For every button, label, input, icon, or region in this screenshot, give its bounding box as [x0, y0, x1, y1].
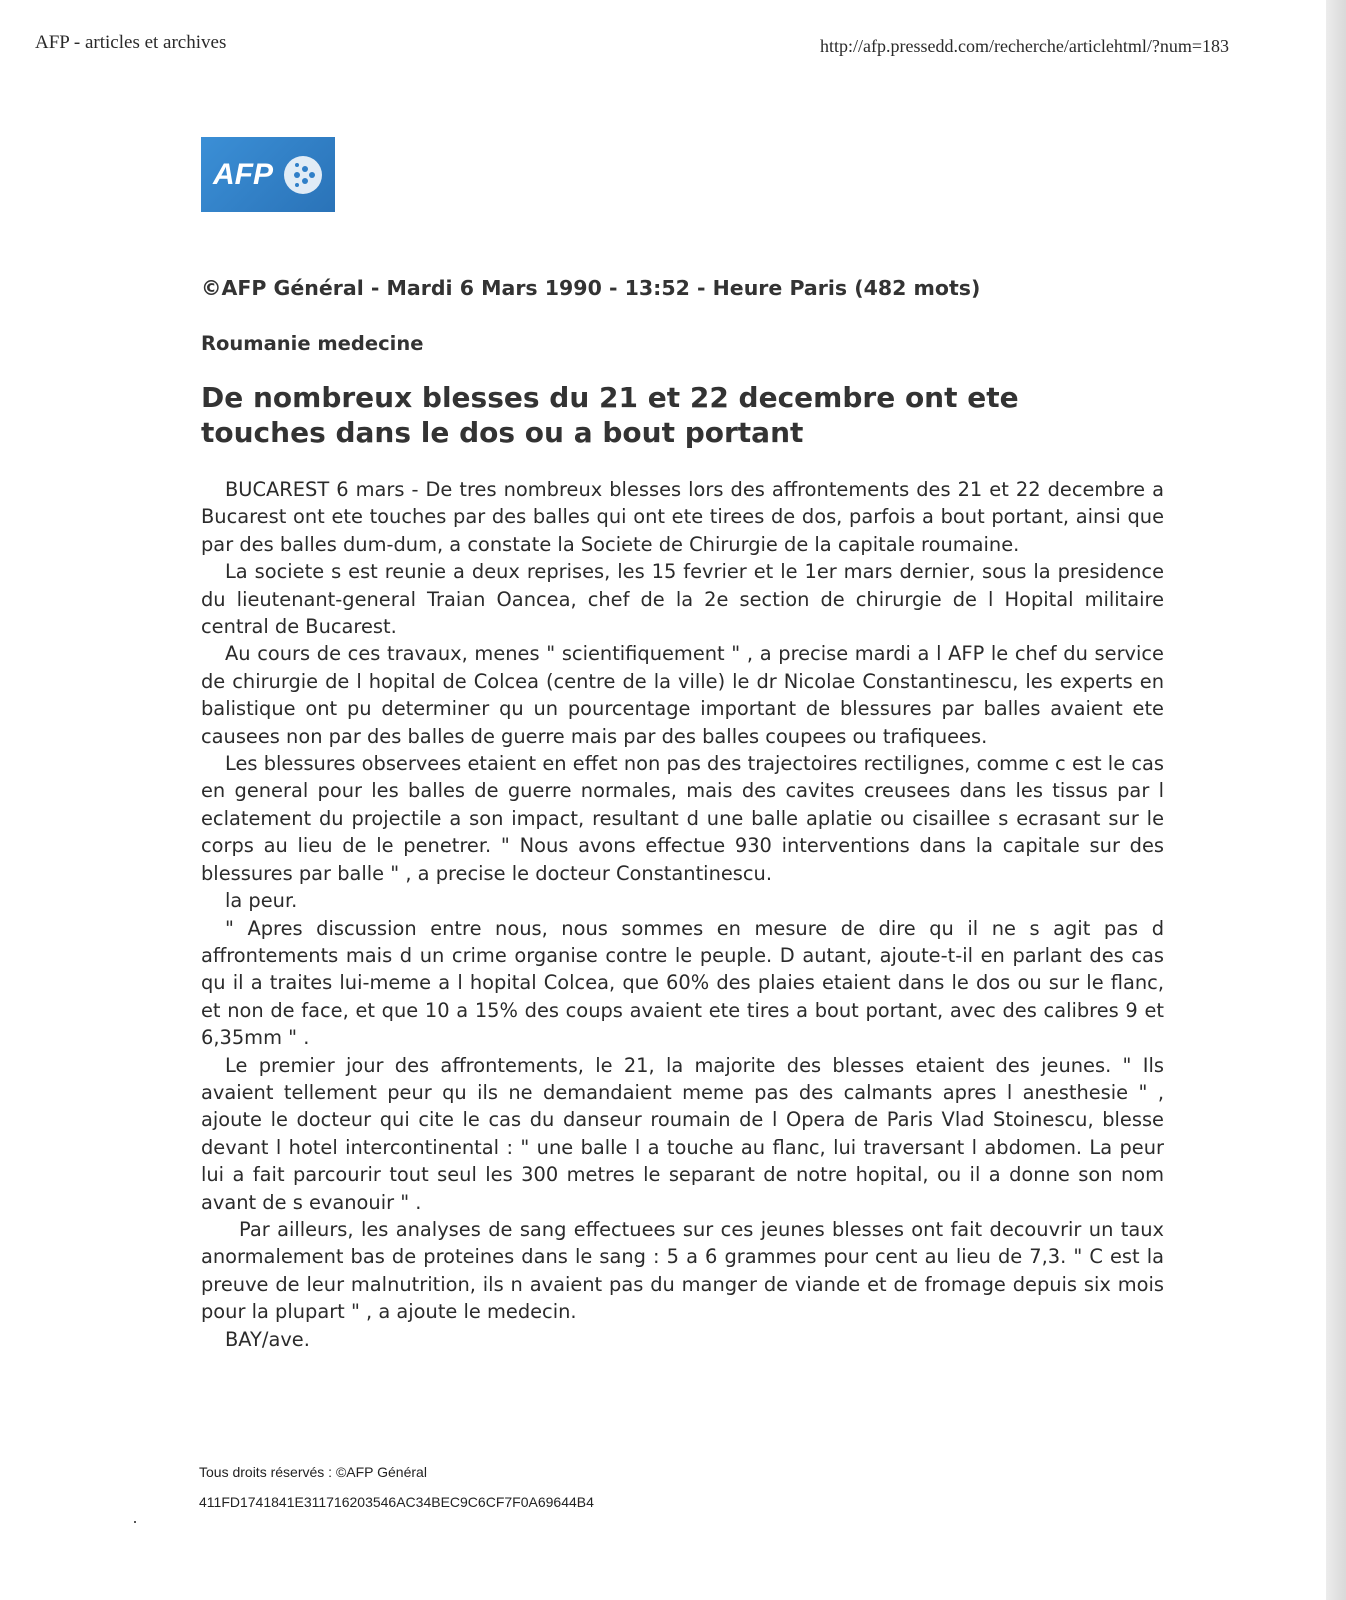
- scan-page-edge: [1326, 0, 1346, 1600]
- article-body: [201, 476, 1164, 1353]
- scan-speck: [134, 1521, 136, 1523]
- article-paragraph: Le premier jour des affrontements, le 21, la majorite des blesses etaient des jeunes. " Ils avaient tellement peur qu ils ne demandaient meme pas des calmants apres l anesthesie " , ajoute le docteur qui cite le cas du danseur roumain de l Opera de Paris Vlad Stoinescu, blesse devant l hotel intercontinental : " une balle l a touche au flanc, lui traversant l abdomen. La peur lui a fait parcourir tout seul les 300 metres le separant de notre hopital, ou il a donne son nom avant de s evanouir " .: [201, 1053, 1164, 1214]
- afp-logo: [201, 137, 335, 212]
- article-paragraph: " Apres discussion entre nous, nous sommes en mesure de dire qu il ne s agit pas d affrontements mais d un crime organise contre le peuple. D autant, ajoute-t-il en parlant des cas qu il a traites lui-meme a l hopital Colcea, que 60% des plaies etaient dans le dos ou sur le flanc, et non de face, et que 10 a 15% des coups avaient ete tires a bout portant, avec des calibres 9 et 6,35mm " .: [201, 916, 1164, 1050]
- article-meta: ©AFP Général - Mardi 6 Mars 1990 - 13:52 - Heure Paris (482 mots): [201, 276, 981, 300]
- browser-header-url: http://afp.pressedd.com/recherche/articlehtml/?num=183: [820, 36, 1230, 56]
- article-headline: De nombreux blesses du 21 et 22 decembre ont ete touches dans le dos ou a bout portant: [201, 381, 1019, 449]
- article-paragraph: La societe s est reunie a deux reprises, les 15 fevrier et le 1er mars dernier, sous la presidence du lieutenant-general Traian Oancea, chef de la 2e section de chirurgie de l Hopital militaire central de Bucarest.: [201, 560, 1164, 639]
- browser-header-title: AFP - articles et archives: [35, 32, 227, 53]
- article-paragraph: Par ailleurs, les analyses de sang effectuees sur ces jeunes blesses ont fait decouvrir un taux anormalement bas de proteines dans le sang : 5 a 6 grammes pour cent au lieu de 7,3. " C est la preuve de leur malnutrition, ils n avaient pas du manger de viande et de fromage depuis six mois pour la plupart " , a ajoute le medecin.: [201, 1217, 1164, 1324]
- logo-text: AFP: [213, 158, 273, 191]
- afp-globe-logo-icon: [201, 137, 335, 212]
- article-paragraph: Les blessures observees etaient en effet non pas des trajectoires rectilignes, comme c est le cas en general pour les balles de guerre normales, mais des cavites creusees dans les tissus par l eclatement du projectile a son impact, resultant d une balle aplatie ou cisaillee s ecrasant sur le corps au lieu de le penetrer. " Nous avons effectue 930 interventions dans la capitale sur des blessures par balle " , a precise le docteur Constantinescu.: [201, 752, 1164, 885]
- article-paragraph: BUCAREST 6 mars - De tres nombreux blesses lors des affrontements des 21 et 22 decembre a Bucarest ont ete touches par des balles qui ont ete tirees de dos, parfois a bout portant, ainsi que par des balles dum-dum, a constate la Societe de Chirurgie de la capitale roumaine.: [201, 478, 1164, 556]
- footer-rights: Tous droits réservés : ©AFP Général: [199, 1464, 427, 1480]
- footer-hash: 411FD1741841E311716203546AC34BEC9C6CF7F0A69644B4: [199, 1494, 594, 1510]
- article-section: Roumanie medecine: [201, 332, 424, 355]
- article-paragraph: Au cours de ces travaux, menes " scientifiquement " , a precise mardi a l AFP le chef du service de chirurgie de l hopital de Colcea (centre de la ville) le dr Nicolae Constantinescu, les experts en balistique ont pu determiner qu un pourcentage important de blessures par balles avaient ete causees non par des balles de guerre mais par des balles coupees ou trafiquees.: [201, 642, 1164, 748]
- article-paragraph: la peur.: [225, 889, 298, 913]
- article-signature: BAY/ave.: [225, 1327, 310, 1351]
